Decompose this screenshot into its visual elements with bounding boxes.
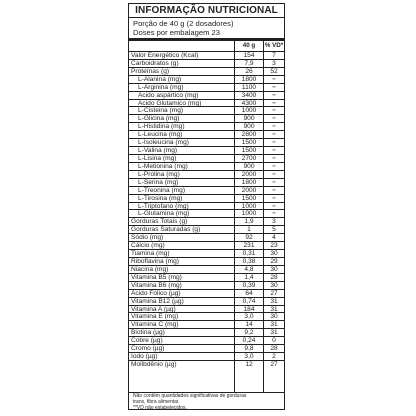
nutrient-name: L-Tirosina (mg) bbox=[138, 194, 183, 202]
nutrient-name: Vitamina A (µg) bbox=[131, 305, 176, 313]
nutrient-daily-value: 28 bbox=[270, 345, 278, 353]
nutrient-daily-value: 0 bbox=[272, 337, 276, 345]
nutrient-row bbox=[129, 202, 284, 210]
footnote bbox=[133, 394, 283, 411]
nutrient-name: Sódio (mg) bbox=[131, 234, 164, 242]
nutrient-daily-value: ** bbox=[272, 211, 276, 217]
nutrient-quantity: 1800 bbox=[241, 178, 257, 186]
nutrient-row bbox=[129, 194, 284, 202]
nutrient-daily-value: ** bbox=[272, 124, 276, 130]
nutrient-quantity: 9,2 bbox=[244, 329, 254, 337]
nutrient-daily-value: 30 bbox=[270, 250, 278, 258]
nutrient-name: Acido Glutamico (mg) bbox=[138, 99, 202, 107]
nutrient-quantity: 900 bbox=[243, 115, 255, 123]
nutrient-quantity: 1500 bbox=[241, 139, 257, 147]
nutrient-row bbox=[129, 122, 284, 130]
nutrient-quantity: 0,74 bbox=[242, 297, 256, 305]
nutrient-row bbox=[129, 352, 284, 360]
nutrient-name: L-Triptofano (mg) bbox=[138, 202, 189, 210]
nutrient-daily-value: 52 bbox=[270, 67, 278, 75]
nutrient-name: Acido aspártico (mg) bbox=[138, 91, 199, 99]
nutrient-row bbox=[129, 336, 284, 344]
nutrient-daily-value: 31 bbox=[270, 305, 278, 313]
nutrient-name: L-Isoleucina (mg) bbox=[138, 139, 189, 147]
nutrient-name: L-Arginina (mg) bbox=[138, 83, 184, 91]
nutrient-daily-value: 31 bbox=[270, 329, 278, 337]
nutrient-daily-value: ** bbox=[272, 116, 276, 122]
nutrient-row bbox=[129, 297, 284, 305]
nutrient-row bbox=[129, 75, 284, 83]
nutrient-row bbox=[129, 217, 284, 225]
nutrient-quantity: 1500 bbox=[241, 147, 257, 155]
nutrient-daily-value: ** bbox=[272, 171, 276, 177]
nutrient-name: L-Alanina (mg) bbox=[138, 75, 182, 83]
nutrient-row bbox=[129, 289, 284, 297]
nutrient-quantity: 2000 bbox=[241, 186, 257, 194]
nutrient-daily-value: ** bbox=[272, 155, 276, 161]
nutrient-quantity: 1 bbox=[247, 226, 251, 234]
serving-info bbox=[133, 19, 233, 37]
nutrient-row bbox=[129, 265, 284, 273]
nutrient-daily-value: 3 bbox=[272, 59, 276, 67]
nutrient-row bbox=[129, 273, 284, 281]
nutrient-name: L-Glutamina (mg) bbox=[138, 210, 190, 218]
nutrient-quantity: 92 bbox=[245, 234, 253, 242]
nutrient-row bbox=[129, 99, 284, 107]
nutrient-row bbox=[129, 67, 284, 75]
nutrient-row bbox=[129, 233, 284, 241]
nutrient-name: Vitamina B12 (µg) bbox=[131, 297, 184, 305]
nutrient-quantity: 2000 bbox=[241, 170, 257, 178]
nutrient-quantity: 1000 bbox=[241, 107, 257, 115]
footnote-line: **VD não estabelecidos. bbox=[133, 404, 187, 411]
nutrient-quantity: 0,39 bbox=[242, 281, 256, 289]
nutrient-name: Gorduras Totais (g) bbox=[131, 218, 188, 226]
nutrient-name: L-Lisina (mg) bbox=[138, 154, 177, 162]
thick-divider bbox=[129, 38, 284, 41]
nutrient-name: L-Leucina (mg) bbox=[138, 131, 183, 139]
nutrient-row bbox=[129, 130, 284, 138]
nutrient-quantity: 900 bbox=[243, 123, 255, 131]
nutrient-row bbox=[129, 320, 284, 328]
nutrient-daily-value: 23 bbox=[270, 242, 278, 250]
nutrient-row bbox=[129, 360, 284, 368]
nutrient-name: Niacina (mg) bbox=[131, 265, 169, 273]
nutrient-name: Biotina (µg) bbox=[131, 329, 165, 337]
title-divider bbox=[129, 17, 284, 18]
nutrient-name: Cálcio (mg) bbox=[131, 242, 165, 250]
nutrient-name: L-Metionina (mg) bbox=[138, 162, 188, 170]
nutrient-row bbox=[129, 225, 284, 233]
nutrient-row bbox=[129, 241, 284, 249]
nutrient-quantity: 0,24 bbox=[242, 337, 256, 345]
nutrient-name: Gorduras Saturadas (g) bbox=[131, 226, 201, 234]
nutrient-quantity: 4300 bbox=[241, 99, 257, 107]
nutrient-daily-value: ** bbox=[272, 100, 276, 106]
nutrient-name: L-Histidina (mg) bbox=[138, 123, 185, 131]
nutrient-daily-value: 27 bbox=[270, 360, 278, 368]
nutrient-row bbox=[129, 281, 284, 289]
nutrient-row bbox=[129, 257, 284, 265]
nutrient-daily-value: 3 bbox=[272, 218, 276, 226]
nutrient-name: L-Glicina (mg) bbox=[138, 115, 180, 123]
nutrient-row bbox=[129, 344, 284, 352]
nutrient-daily-value: 5 bbox=[272, 226, 276, 234]
nutrient-quantity: 9,8 bbox=[244, 345, 254, 353]
nutrient-row bbox=[129, 312, 284, 320]
nutrient-name: Cobre (µg) bbox=[131, 337, 163, 345]
nutrient-daily-value: ** bbox=[272, 92, 276, 98]
nutrient-row bbox=[129, 51, 284, 59]
nutrient-name: Molibdênio (µg) bbox=[131, 360, 177, 368]
nutrient-quantity: 26 bbox=[245, 67, 253, 75]
nutrient-quantity: 231 bbox=[243, 242, 255, 250]
nutrient-quantity: 1000 bbox=[241, 210, 257, 218]
nutrient-daily-value: 7 bbox=[272, 52, 276, 59]
footnote-line: Não contém quantidades significativas de gorduras bbox=[133, 393, 247, 399]
nutrient-row bbox=[129, 59, 284, 67]
nutrient-daily-value: 4 bbox=[272, 234, 276, 242]
nutrient-row bbox=[129, 114, 284, 122]
nutrient-daily-value: 31 bbox=[270, 321, 278, 329]
nutrient-row bbox=[129, 209, 284, 217]
nutrient-daily-value: ** bbox=[272, 203, 276, 209]
nutrient-row bbox=[129, 305, 284, 313]
nutrient-daily-value: 29 bbox=[270, 257, 278, 265]
nutrient-name: Carboidratos (g) bbox=[131, 59, 179, 67]
nutrient-daily-value: 30 bbox=[270, 313, 278, 321]
nutrient-daily-value: 31 bbox=[270, 297, 278, 305]
nutrient-daily-value: ** bbox=[272, 148, 276, 154]
nutrient-name: L-Cisteina (mg) bbox=[138, 107, 184, 115]
nutrient-quantity: 3,0 bbox=[244, 353, 254, 361]
nutrient-row bbox=[129, 154, 284, 162]
label-title: INFORMAÇÃO NUTRICIONAL bbox=[135, 5, 278, 16]
nutrient-daily-value: 2 bbox=[272, 353, 276, 361]
nutrient-daily-value: ** bbox=[272, 140, 276, 146]
nutrient-daily-value: ** bbox=[272, 163, 276, 169]
nutrient-daily-value: ** bbox=[272, 76, 276, 82]
nutrient-name: Tiamina (mg) bbox=[131, 250, 170, 258]
nutrient-row bbox=[129, 170, 284, 178]
nutrient-name: Vitamina B6 (mg) bbox=[131, 281, 182, 289]
nutrient-name: Iodo (µg) bbox=[131, 353, 158, 361]
nutrient-row bbox=[129, 146, 284, 154]
nutrient-quantity: 7,9 bbox=[244, 59, 254, 67]
nutrient-row bbox=[129, 186, 284, 194]
nutrient-name: Valor Energético (Kcal) bbox=[131, 52, 199, 59]
nutrient-daily-value: 27 bbox=[270, 289, 278, 297]
nutrient-quantity: 2800 bbox=[241, 131, 257, 139]
nutrient-name: L-Prolina (mg) bbox=[138, 170, 180, 178]
nutrient-quantity: 12 bbox=[245, 360, 253, 368]
nutrient-quantity: 184 bbox=[243, 305, 255, 313]
nutrient-daily-value: ** bbox=[272, 84, 276, 90]
nutrient-daily-value: 30 bbox=[270, 265, 278, 273]
column-header-daily-value: % VD* bbox=[264, 42, 284, 49]
nutrient-name: Vitamina B5 (mg) bbox=[131, 273, 182, 281]
nutrient-daily-value: ** bbox=[272, 187, 276, 193]
nutrient-quantity: 1000 bbox=[241, 202, 257, 210]
footnote-line: trans, fibra alimentar. bbox=[133, 398, 180, 405]
nutrient-name: L-Treonina (mg) bbox=[138, 186, 186, 194]
nutrient-quantity: 1100 bbox=[241, 83, 257, 91]
nutrient-quantity: 1500 bbox=[241, 194, 257, 202]
nutrient-name: Riboflavina (mg) bbox=[131, 257, 180, 265]
nutrient-row bbox=[129, 91, 284, 99]
nutrient-quantity: 4,8 bbox=[244, 265, 254, 273]
nutrient-row bbox=[129, 83, 284, 91]
nutrient-row bbox=[129, 138, 284, 146]
nutrient-quantity: 1800 bbox=[241, 75, 257, 83]
nutrient-row bbox=[129, 106, 284, 114]
nutrient-quantity: 1,9 bbox=[244, 218, 254, 226]
nutrient-row bbox=[129, 162, 284, 170]
nutrient-row bbox=[129, 178, 284, 186]
nutrient-daily-value: ** bbox=[272, 132, 276, 138]
nutrient-daily-value: 28 bbox=[270, 273, 278, 281]
nutrient-quantity: 154 bbox=[243, 52, 255, 59]
nutrition-facts-label bbox=[128, 3, 285, 410]
serving-size: Porção de 40 g (2 dosadores) bbox=[133, 19, 234, 28]
nutrient-name: L-Serina (mg) bbox=[138, 178, 179, 186]
nutrient-quantity: 3400 bbox=[241, 91, 257, 99]
nutrient-quantity: 0,31 bbox=[242, 250, 256, 258]
nutrient-table bbox=[129, 51, 284, 368]
nutrient-daily-value: ** bbox=[272, 195, 276, 201]
servings-per-package: Doses por embalagem 23 bbox=[133, 28, 220, 37]
nutrient-name: L-Valina (mg) bbox=[138, 147, 178, 155]
nutrient-quantity: 2700 bbox=[241, 154, 257, 162]
nutrient-daily-value: 30 bbox=[270, 281, 278, 289]
nutrient-name: Vitamina C (mg) bbox=[131, 321, 179, 329]
nutrient-quantity: 1,4 bbox=[244, 273, 254, 281]
column-header-quantity: 40 g bbox=[242, 42, 256, 49]
nutrient-quantity: 64 bbox=[245, 289, 253, 297]
nutrient-row bbox=[129, 249, 284, 257]
nutrient-quantity: 3,0 bbox=[244, 313, 254, 321]
nutrient-daily-value: ** bbox=[272, 179, 276, 185]
nutrient-name: Proteínas (g) bbox=[131, 67, 170, 75]
nutrient-quantity: 900 bbox=[243, 162, 255, 170]
nutrient-name: Ácido Fólico (µg) bbox=[131, 289, 181, 297]
nutrient-name: Cromo (µg) bbox=[131, 345, 165, 353]
nutrient-name: Vitamina E (mg) bbox=[131, 313, 179, 321]
nutrient-row bbox=[129, 328, 284, 336]
nutrient-quantity: 0,38 bbox=[242, 257, 256, 265]
nutrient-daily-value: ** bbox=[272, 108, 276, 114]
nutrient-quantity: 14 bbox=[245, 321, 253, 329]
